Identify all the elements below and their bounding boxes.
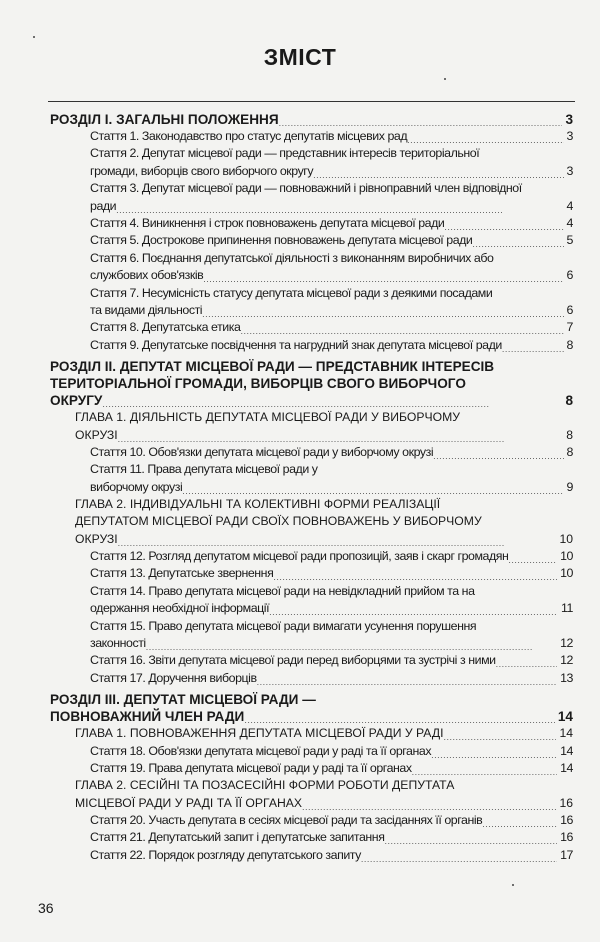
toc-entry-title: Стаття 9. Депутатське посвідчення та нагрудний знак депутата місцевої ради . . . (90, 338, 502, 352)
toc-entry-title: ГЛАВА 2. ІНДИВІДУАЛЬНІ ТА КОЛЕКТИВНІ ФОРМИ РЕАЛІЗАЦІЇ ДЕПУТАТОМ МІСЦЕВОЇ РАДИ СВОЇХ ПОВНОВАЖЕНЬ У ВИБОРЧОМУ ОКРУЗІ . . . (75, 497, 482, 546)
toc-entry-title: Стаття 22. Порядок розгляду депутатського запиту . . . (90, 848, 361, 862)
scan-speck (512, 884, 514, 886)
toc-article[interactable] (50, 565, 573, 582)
toc-article[interactable] (50, 461, 573, 496)
toc-entry-title: Стаття 6. Поєднання депутатської діяльності з виконанням виробничих або службових обов'язків . . . (90, 251, 493, 282)
scan-speck (33, 36, 35, 38)
toc-article[interactable] (50, 583, 573, 618)
toc-entry-page: 4 (564, 215, 573, 232)
toc-article[interactable] (50, 337, 573, 354)
toc-entry-title: ГЛАВА 1. ПОВНОВАЖЕННЯ ДЕПУТАТА МІСЦЕВОЇ РАДИ У РАДІ . . . (75, 726, 443, 740)
toc-entry-title: Стаття 3. Депутат місцевої ради — повноважний і рівноправний член відповідної ради . . . (90, 181, 522, 212)
toc-entry-page: 10 (557, 548, 573, 565)
toc-entry-title: Стаття 7. Несумісність статусу депутата місцевої ради з деякими посадами та видами діяльності . . . (90, 286, 492, 317)
toc-article[interactable] (50, 232, 573, 249)
toc-entry-title: РОЗДІЛ ІІІ. ДЕПУТАТ МІСЦЕВОЇ РАДИ — ПОВНОВАЖНИЙ ЧЛЕН РАДИ . . . (50, 692, 316, 724)
page-number: 36 (38, 900, 54, 916)
toc-entry-page: 8 (562, 392, 573, 409)
toc-entry-page: 12 (557, 652, 573, 669)
toc-article[interactable] (50, 180, 573, 215)
toc-entry-title: Стаття 13. Депутатське звернення . . . (90, 566, 273, 580)
toc-article[interactable] (50, 652, 573, 669)
toc-article[interactable] (50, 618, 573, 653)
toc-entry-page: 3 (564, 163, 573, 180)
table-of-contents (50, 107, 573, 864)
toc-entry-page: 7 (564, 319, 573, 336)
toc-entry-page: 12 (557, 635, 573, 652)
toc-entry-page: 17 (557, 847, 573, 864)
toc-article[interactable] (50, 812, 573, 829)
toc-article[interactable] (50, 285, 573, 320)
toc-entry-title: Стаття 16. Звіти депутата місцевої ради перед виборцями та зустрічі з ними . . . (90, 653, 496, 667)
toc-entry-title: Стаття 14. Право депутата місцевої ради на невідкладний прийом та на одержання необхідної інформації . . . (90, 584, 475, 615)
toc-entry-page: 10 (557, 565, 573, 582)
toc-article[interactable] (50, 760, 573, 777)
toc-article[interactable] (50, 847, 573, 864)
toc-chapter[interactable] (50, 409, 573, 444)
toc-entry-page: 4 (564, 198, 573, 215)
toc-entry-title: РОЗДІЛ ІІ. ДЕПУТАТ МІСЦЕВОЇ РАДИ — ПРЕДСТАВНИК ІНТЕРЕСІВ ТЕРИТОРІАЛЬНОЇ ГРОМАДИ, ВИБОРЦІВ СВОГО ВИБОРЧОГО ОКРУГУ . . . (50, 359, 494, 408)
toc-entry-title: Стаття 15. Право депутата місцевої ради вимагати усунення порушення законності . . . (90, 619, 476, 650)
toc-entry-page: 11 (558, 600, 573, 617)
toc-entry-title: Стаття 1. Законодавство про статус депутатів місцевих рад . . . (90, 129, 407, 143)
toc-entry-title: Стаття 17. Доручення виборців . . . (90, 671, 257, 685)
toc-article[interactable] (50, 829, 573, 846)
toc-article[interactable] (50, 128, 573, 145)
toc-entry-page: 10 (556, 531, 573, 548)
toc-entry-title: ГЛАВА 1. ДІЯЛЬНІСТЬ ДЕПУТАТА МІСЦЕВОЇ РАДИ У ВИБОРЧОМУ ОКРУЗІ . . . (75, 410, 460, 441)
toc-article[interactable] (50, 215, 573, 232)
page-title: ЗМІСТ (263, 44, 337, 70)
scan-speck (444, 78, 446, 80)
toc-entry-title: Стаття 21. Депутатський запит і депутатське запитання . . . (90, 830, 384, 844)
toc-entry-title: Стаття 8. Депутатська етика . . . (90, 320, 240, 334)
toc-entry-page: 16 (557, 812, 573, 829)
toc-entry-title: Стаття 4. Виникнення і строк повноважень депутата місцевої ради . . . (90, 216, 444, 230)
toc-article[interactable] (50, 250, 573, 285)
toc-section[interactable] (50, 691, 573, 725)
toc-entry-page: 9 (564, 479, 573, 496)
toc-entry-title: Стаття 10. Обов'язки депутата місцевої ради у виборчому окрузі . . . (90, 445, 433, 459)
toc-section[interactable] (50, 358, 573, 409)
toc-entry-title: Стаття 18. Обов'язки депутата місцевої ради у раді та її органах . . . (90, 744, 431, 758)
toc-entry-page: 13 (557, 670, 573, 687)
toc-entry-page: 6 (564, 267, 573, 284)
toc-entry-title: Стаття 19. Права депутата місцевої ради у раді та її органах . . . (90, 761, 412, 775)
toc-entry-page: 14 (555, 708, 573, 725)
toc-article[interactable] (50, 319, 573, 336)
toc-article[interactable] (50, 670, 573, 687)
toc-entry-page: 8 (563, 427, 573, 444)
toc-chapter[interactable] (50, 777, 573, 812)
toc-entry-title: РОЗДІЛ І. ЗАГАЛЬНІ ПОЛОЖЕННЯ . . . (50, 112, 279, 127)
toc-section[interactable] (50, 111, 573, 128)
toc-entry-page: 16 (557, 829, 573, 846)
toc-article[interactable] (50, 743, 573, 760)
toc-article[interactable] (50, 548, 573, 565)
toc-entry-page: 3 (562, 111, 573, 128)
toc-entry-page: 6 (564, 302, 573, 319)
toc-entry-page: 14 (557, 760, 573, 777)
toc-article[interactable] (50, 145, 573, 180)
toc-article[interactable] (50, 444, 573, 461)
toc-entry-title: Стаття 5. Дострокове припинення повноважень депутата місцевої ради . . . (90, 233, 472, 247)
title-divider (48, 101, 575, 102)
toc-entry-title: ГЛАВА 2. СЕСІЙНІ ТА ПОЗАСЕСІЙНІ ФОРМИ РОБОТИ ДЕПУТАТА МІСЦЕВОЇ РАДИ У РАДІ ТА ЇЇ ОРГАНАХ . . . (75, 778, 454, 809)
toc-entry-page: 3 (564, 128, 573, 145)
toc-entry-title: Стаття 20. Участь депутата в сесіях місцевої ради та засіданнях її органів . . . (90, 813, 482, 827)
toc-chapter[interactable] (50, 725, 573, 742)
toc-entry-page: 14 (556, 725, 573, 742)
toc-entry-title: Стаття 2. Депутат місцевої ради — представник інтересів територіальної громади, виборців свого виборчого округу . . . (90, 146, 479, 177)
toc-entry-page: 14 (557, 743, 573, 760)
toc-entry-title: Стаття 12. Розгляд депутатом місцевої ради пропозицій, заяв і скарг громадян . . . (90, 549, 508, 563)
toc-entry-title: Стаття 11. Права депутата місцевої ради у виборчому окрузі . . . (90, 462, 318, 493)
toc-chapter[interactable] (50, 496, 573, 548)
toc-entry-page: 5 (564, 232, 573, 249)
toc-entry-page: 8 (564, 444, 573, 461)
toc-entry-page: 16 (556, 795, 573, 812)
toc-entry-page: 8 (564, 337, 573, 354)
